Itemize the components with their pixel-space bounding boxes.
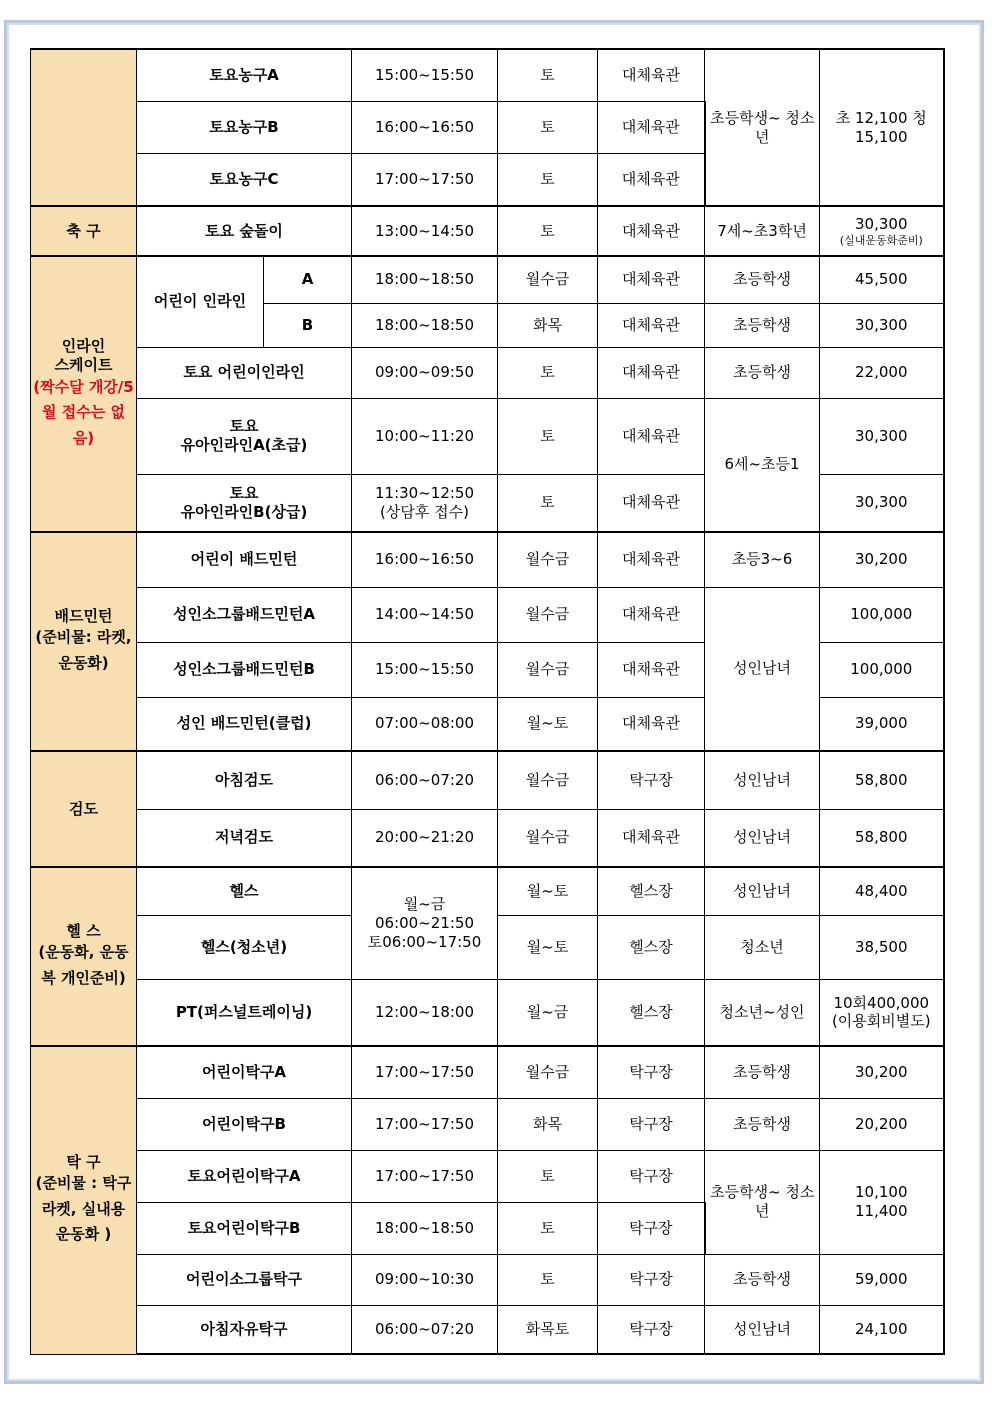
time-cell: 16:00~16:50 bbox=[352, 101, 498, 153]
category-title: 인라인 bbox=[61, 337, 106, 355]
place-cell: 헬스장 bbox=[598, 915, 705, 979]
days-cell: 토 bbox=[498, 101, 598, 153]
time-cell: 18:00~18:50 bbox=[352, 1202, 498, 1254]
fee-cell bbox=[820, 979, 944, 1046]
days-cell: 토 bbox=[498, 347, 598, 398]
table-row bbox=[31, 867, 944, 915]
program-line: 유아인라인A(초급) bbox=[180, 436, 308, 454]
program-name: 아침자유탁구 bbox=[137, 1305, 352, 1354]
time-cell: 16:00~16:50 bbox=[352, 532, 498, 587]
place-cell: 헬스장 bbox=[598, 979, 705, 1046]
time-cell bbox=[352, 474, 498, 532]
table-row bbox=[31, 1098, 944, 1150]
program-name: 어린이탁구A bbox=[137, 1046, 352, 1098]
target-cell: 7세~초3학년 bbox=[705, 206, 820, 256]
days-cell: 토 bbox=[498, 153, 598, 206]
table-row bbox=[31, 256, 944, 303]
target-cell: 초등학생 bbox=[705, 347, 820, 398]
fee-line: 11,400 bbox=[855, 1202, 908, 1220]
program-name: 토요농구C bbox=[137, 153, 352, 206]
place-cell: 탁구장 bbox=[598, 1254, 705, 1305]
table-row bbox=[31, 1305, 944, 1354]
time-cell: 17:00~17:50 bbox=[352, 153, 498, 206]
fee-note: (실내운동화준비) bbox=[839, 233, 923, 247]
time-cell: 20:00~21:20 bbox=[352, 809, 498, 867]
days-cell: 토 bbox=[498, 398, 598, 474]
days-cell: 월수금 bbox=[498, 256, 598, 303]
program-name: 토요어린이탁구B bbox=[137, 1202, 352, 1254]
time-cell: 14:00~14:50 bbox=[352, 587, 498, 642]
table-row bbox=[31, 751, 944, 809]
category-note: (짝수달 개강/5월 접수는 없음) bbox=[33, 377, 134, 447]
target-cell: 성인남녀 bbox=[705, 867, 820, 915]
program-name bbox=[137, 474, 352, 532]
category-badminton bbox=[31, 532, 137, 751]
category-note: (운동화, 운동복 개인준비) bbox=[38, 943, 129, 987]
table-row bbox=[31, 49, 944, 101]
time-cell: 06:00~07:20 bbox=[352, 751, 498, 809]
program-name: PT(퍼스널트레이닝) bbox=[137, 979, 352, 1046]
time-cell: 18:00~18:50 bbox=[352, 303, 498, 347]
place-cell: 대채육관 bbox=[598, 587, 705, 642]
place-cell: 대체육관 bbox=[598, 474, 705, 532]
program-line: 토요 bbox=[229, 484, 259, 502]
place-cell: 대체육관 bbox=[598, 347, 705, 398]
category-title: 스케이트 bbox=[54, 355, 113, 374]
fee-cell: 58,800 bbox=[820, 751, 944, 809]
table-row bbox=[31, 347, 944, 398]
days-cell: 월수금 bbox=[498, 1046, 598, 1098]
table-row bbox=[31, 532, 944, 587]
days-cell: 월수금 bbox=[498, 532, 598, 587]
fee-cell: 30,300 bbox=[820, 303, 944, 347]
place-cell: 탁구장 bbox=[598, 1098, 705, 1150]
place-cell: 탁구장 bbox=[598, 1202, 705, 1254]
time-cell: 15:00~15:50 bbox=[352, 642, 498, 697]
place-cell: 탁구장 bbox=[598, 751, 705, 809]
days-cell: 토 bbox=[498, 49, 598, 101]
category-basketball bbox=[31, 49, 137, 206]
program-name: 토요 숲돌이 bbox=[137, 206, 352, 256]
days-cell: 월~토 bbox=[498, 867, 598, 915]
place-cell: 대체육관 bbox=[598, 809, 705, 867]
days-cell: 화목 bbox=[498, 1098, 598, 1150]
place-cell: 대체육관 bbox=[598, 256, 705, 303]
days-cell: 토 bbox=[498, 1150, 598, 1202]
fee-cell: 45,500 bbox=[820, 256, 944, 303]
place-cell: 대체육관 bbox=[598, 398, 705, 474]
time-cell: 07:00~08:00 bbox=[352, 697, 498, 751]
program-name: 성인 배드민턴(클럽) bbox=[137, 697, 352, 751]
category-soccer: 축 구 bbox=[31, 206, 137, 256]
sub-class: A bbox=[264, 256, 352, 303]
program-name: 어린이소그룹탁구 bbox=[137, 1254, 352, 1305]
target-cell: 성인남녀 bbox=[705, 587, 820, 751]
time-line: (상담후 접수) bbox=[380, 502, 469, 521]
category-kendo: 검도 bbox=[31, 751, 137, 867]
table-row bbox=[31, 587, 944, 642]
fee-cell: 20,200 bbox=[820, 1098, 944, 1150]
category-title: 배드민턴 bbox=[54, 606, 113, 625]
fee-cell: 30,300 bbox=[820, 474, 944, 532]
table-row bbox=[31, 1254, 944, 1305]
program-name: 아침검도 bbox=[137, 751, 352, 809]
program-name: 어린이 배드민턴 bbox=[137, 532, 352, 587]
category-note: (준비물: 라켓, 운동화) bbox=[35, 628, 132, 672]
fee-cell: 초 12,100 청 15,100 bbox=[820, 49, 944, 206]
days-cell: 월수금 bbox=[498, 642, 598, 697]
program-name: 토요어린이탁구A bbox=[137, 1150, 352, 1202]
time-cell bbox=[352, 867, 498, 979]
target-cell: 청소년 bbox=[705, 915, 820, 979]
time-cell: 06:00~07:20 bbox=[352, 1305, 498, 1354]
target-cell: 초등학생 bbox=[705, 1046, 820, 1098]
fee-cell: 58,800 bbox=[820, 809, 944, 867]
place-cell: 대체육관 bbox=[598, 697, 705, 751]
target-cell: 6세~초등1 bbox=[705, 398, 820, 532]
place-cell: 대체육관 bbox=[598, 153, 705, 206]
target-cell: 초등학생 bbox=[705, 256, 820, 303]
time-cell: 17:00~17:50 bbox=[352, 1098, 498, 1150]
days-cell: 월~금 bbox=[498, 979, 598, 1046]
fee-cell bbox=[820, 1150, 944, 1254]
target-cell: 성인남녀 bbox=[705, 809, 820, 867]
place-cell: 대체육관 bbox=[598, 303, 705, 347]
days-cell: 월~토 bbox=[498, 915, 598, 979]
program-schedule-table bbox=[30, 48, 945, 1355]
fee-cell: 24,100 bbox=[820, 1305, 944, 1354]
days-cell: 화목토 bbox=[498, 1305, 598, 1354]
place-cell: 탁구장 bbox=[598, 1046, 705, 1098]
category-title: 헬 스 bbox=[66, 921, 101, 940]
program-name: 성인소그룹배드민턴B bbox=[137, 642, 352, 697]
program-name: 토요농구A bbox=[137, 49, 352, 101]
time-cell: 12:00~18:00 bbox=[352, 979, 498, 1046]
program-name: 헬스(청소년) bbox=[137, 915, 352, 979]
program-name: 헬스 bbox=[137, 867, 352, 915]
place-cell: 대체육관 bbox=[598, 101, 705, 153]
program-name bbox=[137, 398, 352, 474]
fee-line: 10회400,000 bbox=[833, 993, 930, 1012]
fee-cell: 30,200 bbox=[820, 532, 944, 587]
target-cell: 초등학생 bbox=[705, 1254, 820, 1305]
time-cell: 09:00~09:50 bbox=[352, 347, 498, 398]
target-cell: 초등학생 bbox=[705, 303, 820, 347]
place-cell: 탁구장 bbox=[598, 1305, 705, 1354]
time-line: 월~금 bbox=[403, 895, 446, 914]
days-cell: 토 bbox=[498, 1202, 598, 1254]
days-cell: 월수금 bbox=[498, 587, 598, 642]
program-name: 토요 어린이인라인 bbox=[137, 347, 352, 398]
days-cell: 월수금 bbox=[498, 809, 598, 867]
days-cell: 토 bbox=[498, 474, 598, 532]
fee-line: (이용회비별도) bbox=[831, 1012, 931, 1031]
table-row bbox=[31, 398, 944, 474]
place-cell: 대체육관 bbox=[598, 532, 705, 587]
place-cell: 대채육관 bbox=[598, 642, 705, 697]
table-row bbox=[31, 979, 944, 1046]
program-line: 유아인라인B(상급) bbox=[180, 502, 308, 521]
time-cell: 15:00~15:50 bbox=[352, 49, 498, 101]
table-row bbox=[31, 1046, 944, 1098]
place-cell: 대체육관 bbox=[598, 206, 705, 256]
target-cell: 초등학생 bbox=[705, 1098, 820, 1150]
target-cell: 청소년~성인 bbox=[705, 979, 820, 1046]
table-row bbox=[31, 206, 944, 256]
fee-cell: 30,300 bbox=[820, 398, 944, 474]
program-name: 어린이탁구B bbox=[137, 1098, 352, 1150]
program-name: 성인소그룹배드민턴A bbox=[137, 587, 352, 642]
days-cell: 토 bbox=[498, 206, 598, 256]
days-cell: 화목 bbox=[498, 303, 598, 347]
time-cell: 13:00~14:50 bbox=[352, 206, 498, 256]
fee-line: 10,100 bbox=[855, 1183, 908, 1202]
fee-cell: 100,000 bbox=[820, 642, 944, 697]
category-inline-skate bbox=[31, 256, 137, 532]
fee-cell: 48,400 bbox=[820, 867, 944, 915]
sub-class: B bbox=[264, 303, 352, 347]
target-cell: 초등학생~ 청소년 bbox=[705, 49, 820, 206]
time-line: 토06:00~17:50 bbox=[367, 932, 482, 951]
fee-cell: 39,000 bbox=[820, 697, 944, 751]
time-line: 06:00~21:50 bbox=[375, 913, 475, 932]
category-table-tennis bbox=[31, 1046, 137, 1354]
days-cell: 토 bbox=[498, 1254, 598, 1305]
time-cell: 09:00~10:30 bbox=[352, 1254, 498, 1305]
fee-cell: 38,500 bbox=[820, 915, 944, 979]
time-cell: 17:00~17:50 bbox=[352, 1046, 498, 1098]
program-name: 어린이 인라인 bbox=[137, 256, 264, 347]
program-line: 토요 bbox=[229, 417, 259, 436]
time-cell: 10:00~11:20 bbox=[352, 398, 498, 474]
days-cell: 월수금 bbox=[498, 751, 598, 809]
fee-cell bbox=[820, 206, 944, 256]
category-fitness bbox=[31, 867, 137, 1046]
fee-cell: 100,000 bbox=[820, 587, 944, 642]
time-line: 11:30~12:50 bbox=[375, 484, 475, 502]
category-note: (준비물 : 탁구라켓, 실내용 운동화 ) bbox=[35, 1174, 132, 1244]
place-cell: 대체육관 bbox=[598, 49, 705, 101]
table-row bbox=[31, 809, 944, 867]
fee-value: 30,300 bbox=[855, 214, 908, 233]
program-name: 저녁검도 bbox=[137, 809, 352, 867]
fee-cell: 59,000 bbox=[820, 1254, 944, 1305]
program-name: 토요농구B bbox=[137, 101, 352, 153]
target-cell: 성인남녀 bbox=[705, 751, 820, 809]
target-cell: 초등학생~ 청소년 bbox=[705, 1150, 820, 1254]
place-cell: 헬스장 bbox=[598, 867, 705, 915]
time-cell: 17:00~17:50 bbox=[352, 1150, 498, 1202]
place-cell: 탁구장 bbox=[598, 1150, 705, 1202]
time-cell: 18:00~18:50 bbox=[352, 256, 498, 303]
fee-cell: 22,000 bbox=[820, 347, 944, 398]
table-row bbox=[31, 1150, 944, 1202]
target-cell: 성인남녀 bbox=[705, 1305, 820, 1354]
fee-cell: 30,200 bbox=[820, 1046, 944, 1098]
target-cell: 초등3~6 bbox=[705, 532, 820, 587]
category-title: 탁 구 bbox=[66, 1152, 101, 1171]
days-cell: 월~토 bbox=[498, 697, 598, 751]
